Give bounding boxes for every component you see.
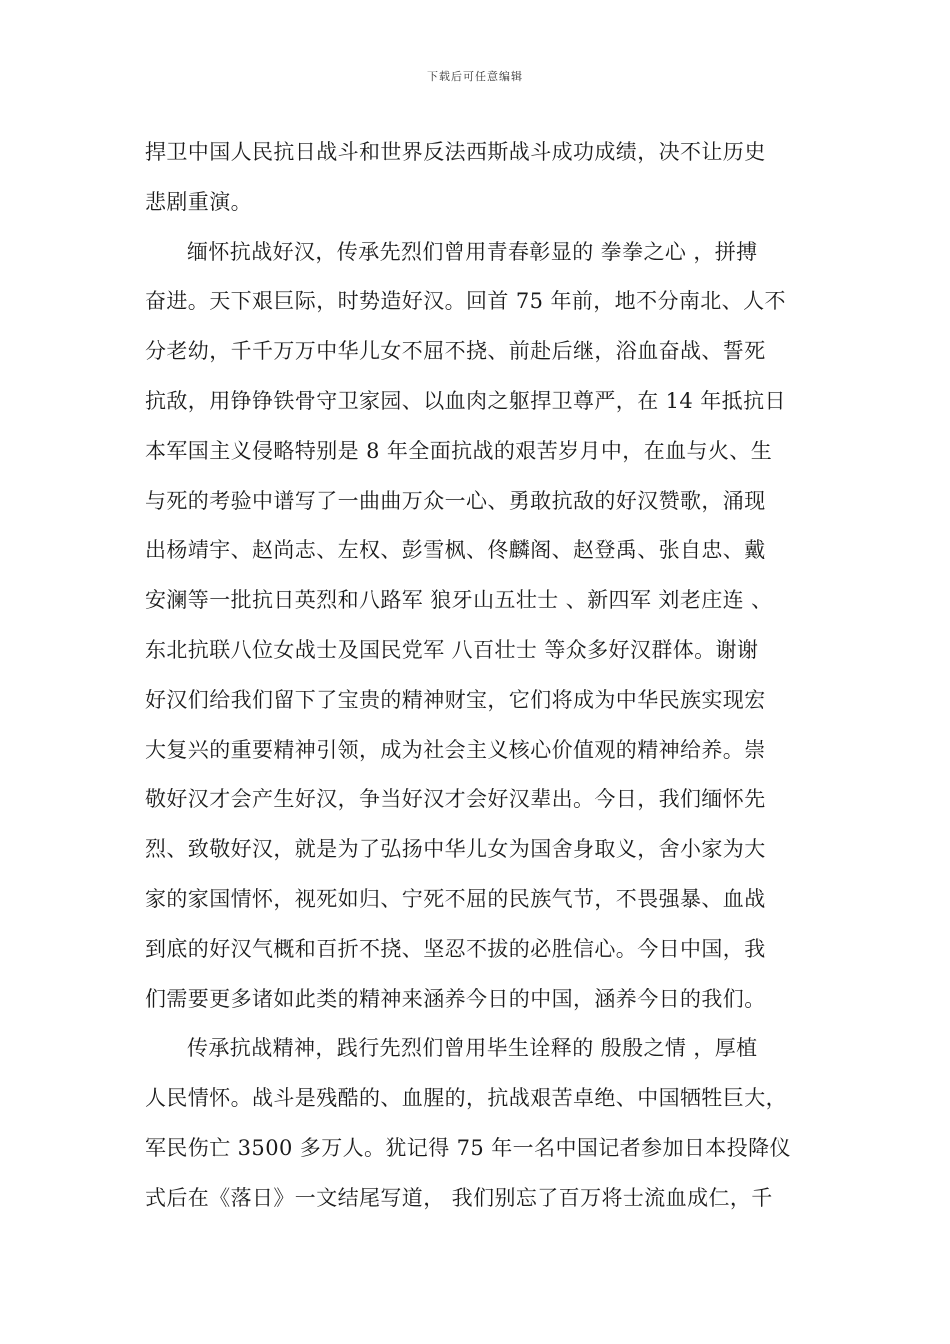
text-line: 大复兴的重要精神引领，成为社会主义核心价值观的精神给养。崇 xyxy=(145,737,766,762)
text-line: 家的家国情怀，视死如归、宁死不屈的民族气节，不畏强暴、血战 xyxy=(145,886,766,911)
text-line: 到底的好汉气概和百折不挠、坚忍不拔的必胜信心。今日中国，我 xyxy=(145,936,766,961)
text-line: 们需要更多诸如此类的精神来涵养今日的中国，涵养今日的我们。 xyxy=(145,986,766,1011)
text-line: 抗敌，用铮铮铁骨守卫家园、以血肉之躯捍卫尊严，在 14 年抵抗日 xyxy=(145,388,786,413)
text-line: 东北抗联八位女战士及国民党军 八百壮士 等众多好汉群体。谢谢 xyxy=(145,637,759,662)
text-line: 缅怀抗战好汉，传承先烈们曾用青春彰显的 拳拳之心 ，拼搏 xyxy=(187,239,758,264)
text-line: 本军国主义侵略特别是 8 年全面抗战的艰苦岁月中，在血与火、生 xyxy=(145,438,773,463)
text-line: 悲剧重演。 xyxy=(145,189,252,214)
document-body xyxy=(145,128,813,1224)
page-header: 下载后可任意编辑 xyxy=(427,70,523,83)
text-line: 好汉们给我们留下了宝贵的精神财宝，它们将成为中华民族实现宏 xyxy=(145,687,766,712)
text-line: 捍卫中国人民抗日战斗和世界反法西斯战斗成功成绩，决不让历史 xyxy=(145,140,766,164)
text-line: 与死的考验中谱写了一曲曲万众一心、勇敢抗敌的好汉赞歌，涌现 xyxy=(145,488,766,513)
text-line: 传承抗战精神，践行先烈们曾用毕生诠释的 殷殷之情 ，厚植 xyxy=(187,1036,758,1061)
text-line: 安澜等一批抗日英烈和八路军 狼牙山五壮士 、新四军 刘老庄连 、 xyxy=(145,588,773,613)
text-line: 式后在《落日》一文结尾写道， 我们别忘了百万将士流血成仁，千 xyxy=(145,1185,773,1210)
text-line: 分老幼，千千万万中华儿女不屈不挠、前赴后继，浴血奋战、誓死 xyxy=(145,339,766,364)
text-line: 奋进。天下艰巨际，时势造好汉。回首 75 年前，地不分南北、人不 xyxy=(145,289,786,314)
text-line: 军民伤亡 3500 多万人。犹记得 75 年一名中国记者参加日本投降仪 xyxy=(145,1135,791,1160)
text-line: 出杨靖宇、赵尚志、左权、彭雪枫、佟麟阁、赵登禹、张自忠、戴 xyxy=(145,538,766,563)
text-line: 烈、致敬好汉，就是为了弘扬中华儿女为国舍身取义，舍小家为大 xyxy=(145,837,766,862)
text-line: 敬好汉才会产生好汉，争当好汉才会好汉辈出。今日，我们缅怀先 xyxy=(145,787,766,812)
text-line: 人民情怀。战斗是残酷的、血腥的，抗战艰苦卓绝、中国牺牲巨大， xyxy=(145,1086,787,1111)
